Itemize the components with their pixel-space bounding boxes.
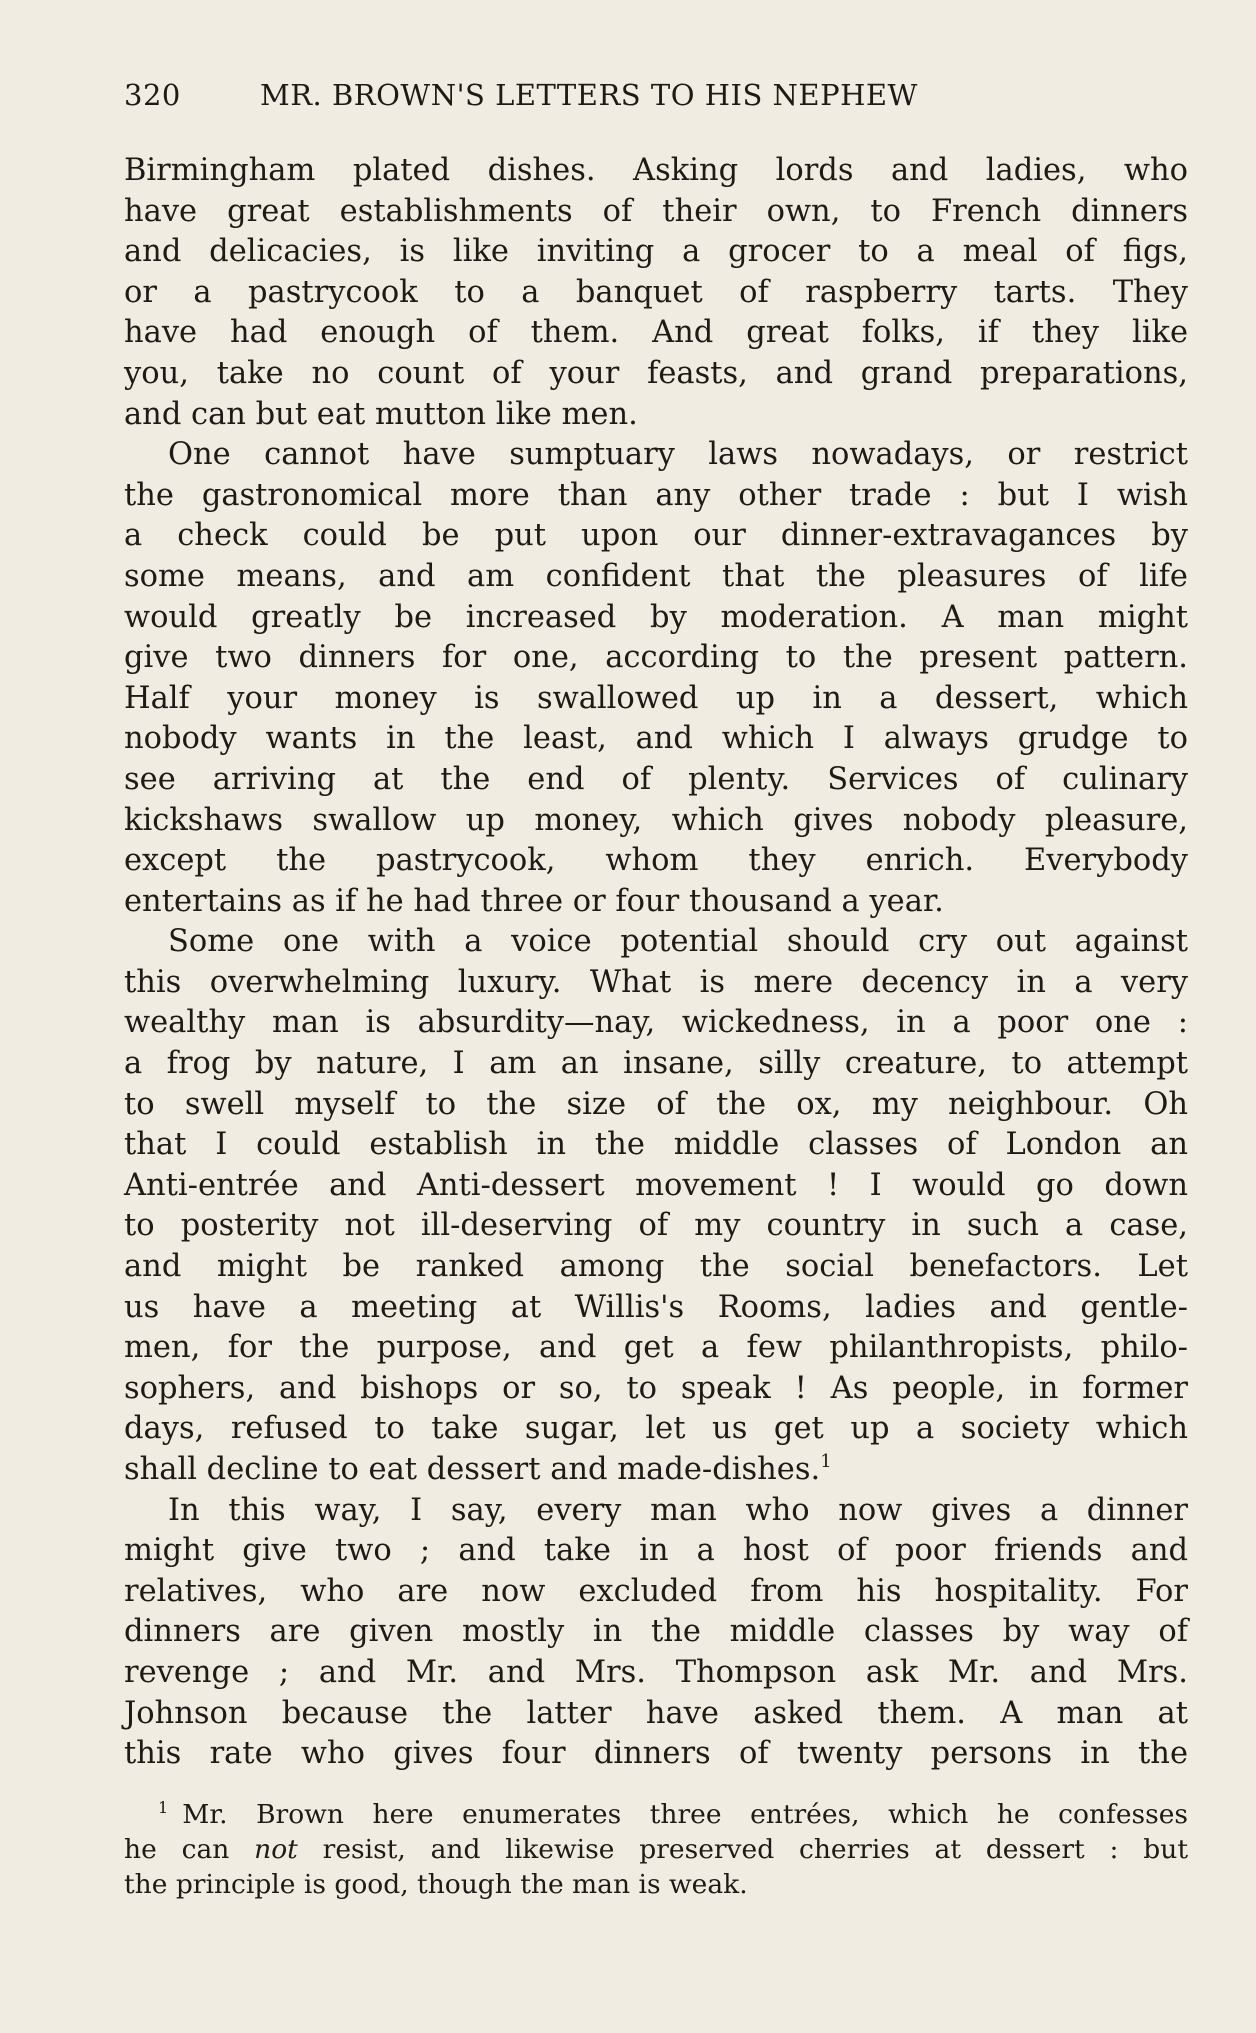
text-line: except the pastrycook, whom they enrich. Everybody	[124, 843, 1188, 879]
body-text	[124, 151, 1188, 1775]
text-line: Birmingham plated dishes. Asking lords and ladies, who	[124, 153, 1188, 188]
paragraph-start-line: In this way, I say, every man who now gives a dinner	[168, 1492, 1188, 1528]
footnote-text: he can	[124, 1834, 255, 1865]
footnote-line: the principle is good, though the man is weak.	[124, 1869, 748, 1900]
running-title: MR. BROWN'S LETTERS TO HIS NEPHEW	[260, 78, 918, 112]
footnote-line	[124, 1797, 1188, 1832]
page-number: 320	[124, 78, 181, 112]
footnote-text: resist, and likewise preserved cherries at dessert : but	[297, 1834, 1188, 1865]
text-line: kickshaws swallow up money, which gives nobody pleasure,	[124, 802, 1188, 838]
text-line: and can but eat mutton like men.	[124, 396, 638, 432]
text-span: shall decline to eat dessert and made-dishes.	[124, 1452, 821, 1487]
text-line: dinners are given mostly in the middle classes by way of	[124, 1614, 1188, 1650]
text-line: Johnson because the latter have asked them. A man at	[124, 1695, 1188, 1731]
text-line: and delicacies, is like inviting a grocer to a meal of figs,	[124, 234, 1188, 270]
text-line: this rate who gives four dinners of twenty persons in the	[124, 1736, 1188, 1772]
footnote-line	[124, 1832, 1188, 1867]
text-line: this overwhelming luxury. What is mere decency in a very	[124, 964, 1188, 1000]
text-line: see arriving at the end of plenty. Services of culinary	[124, 761, 1188, 797]
text-line: some means, and am confident that the pleasures of life	[124, 558, 1188, 594]
footnote-number: 1	[158, 1798, 169, 1817]
text-line: and might be ranked among the social benefactors. Let	[124, 1249, 1188, 1285]
text-line: to swell myself to the size of the ox, my neighbour. Oh	[124, 1086, 1188, 1122]
text-line: to posterity not ill-deserving of my country in such a case,	[124, 1208, 1188, 1244]
text-line: or a pastrycook to a banquet of raspberry tarts. They	[124, 274, 1188, 310]
text-line: would greatly be increased by moderation. A man might	[124, 599, 1188, 635]
text-line: have had enough of them. And great folks, if they like	[124, 315, 1188, 351]
text-line: sophers, and bishops or so, to speak ! As people, in former	[124, 1370, 1188, 1406]
text-line: nobody wants in the least, and which I always grudge to	[124, 721, 1188, 757]
text-line: Anti-entrée and Anti-dessert movement ! I would go down	[124, 1167, 1188, 1203]
text-line-with-footnote	[124, 1450, 1188, 1491]
text-line: give two dinners for one, according to the present pattern.	[124, 640, 1188, 676]
footnote-emphasis: not	[254, 1834, 298, 1865]
text-line: relatives, who are now excluded from his hospitality. For	[124, 1573, 1188, 1609]
text-line: a frog by nature, I am an insane, silly creature, to attempt	[124, 1046, 1188, 1082]
text-line: might give two ; and take in a host of poor friends and	[124, 1533, 1188, 1569]
footnote-text: Mr. Brown here enumerates three entrées, which he confesses	[182, 1799, 1188, 1830]
text-line: Half your money is swallowed up in a dessert, which	[124, 680, 1188, 716]
text-line: wealthy man is absurdity—nay, wickedness, in a poor one :	[124, 1005, 1188, 1041]
text-line: men, for the purpose, and get a few philanthropists, philo-	[124, 1330, 1188, 1366]
footnote-reference: 1	[820, 1451, 832, 1472]
text-line: you, take no count of your feasts, and grand preparations,	[124, 355, 1188, 391]
text-line: have great establishments of their own, to French dinners	[124, 193, 1188, 229]
text-line: revenge ; and Mr. and Mrs. Thompson ask Mr. and Mrs.	[124, 1654, 1188, 1690]
footnote	[124, 1797, 1188, 1902]
text-line: entertains as if he had three or four thousand a year.	[124, 883, 944, 919]
paragraph-start-line: Some one with a voice potential should cry out against	[168, 924, 1188, 960]
text-line: days, refused to take sugar, let us get up a society which	[124, 1411, 1188, 1447]
text-line: that I could establish in the middle classes of London an	[124, 1127, 1188, 1163]
text-line: a check could be put upon our dinner-extravagances by	[124, 518, 1188, 554]
paragraph-start-line: One cannot have sumptuary laws nowadays, or restrict	[168, 437, 1188, 473]
text-line: us have a meeting at Willis's Rooms, ladies and gentle-	[124, 1289, 1188, 1325]
running-head	[124, 78, 1124, 118]
text-line: the gastronomical more than any other trade : but I wish	[124, 477, 1188, 513]
